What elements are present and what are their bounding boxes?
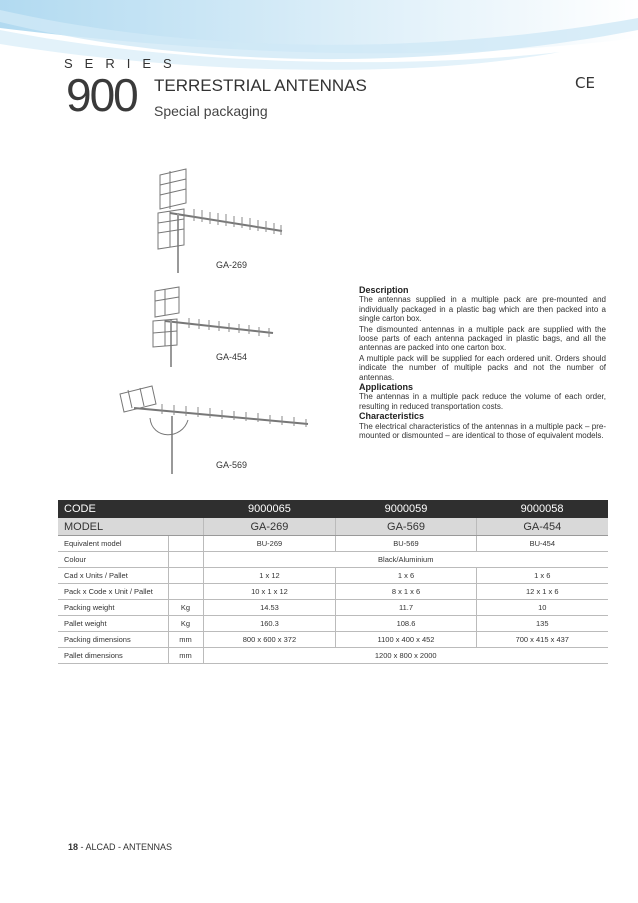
antenna-label-ga-454: GA-454	[216, 352, 248, 362]
row-value: 12 x 1 x 6	[476, 584, 608, 600]
row-label: Colour	[58, 552, 168, 568]
table-header-code	[58, 500, 608, 518]
row-label: Pallet weight	[58, 616, 168, 632]
row-value: 14.53	[203, 600, 336, 616]
table-header-model	[58, 518, 608, 536]
row-unit	[168, 584, 203, 600]
model-cell: GA-569	[336, 518, 476, 536]
page-number: 18	[68, 842, 79, 852]
footer-text: - ALCAD - ANTENNAS	[78, 842, 173, 852]
row-value: 1 x 12	[203, 568, 336, 584]
row-unit: mm	[168, 648, 203, 664]
row-unit	[168, 536, 203, 552]
table-row	[58, 536, 608, 552]
characteristics-heading: Characteristics	[359, 411, 425, 422]
row-label: Pallet dimensions	[58, 648, 168, 664]
table-row	[58, 600, 608, 616]
model-cell: GA-454	[476, 518, 608, 536]
series-number: 900	[66, 69, 137, 121]
row-unit	[168, 568, 203, 584]
row-label: Pack x Code x Unit / Pallet	[58, 584, 168, 600]
row-value-merged: 1200 x 800 x 2000	[203, 648, 608, 664]
applications-text: The antennas in a multiple pack reduce the volume of each order, resulting in reduced transportation costs.	[359, 392, 606, 411]
row-unit	[168, 552, 203, 568]
row-value: BU-454	[476, 536, 608, 552]
row-unit: Kg	[168, 600, 203, 616]
description-paragraph: The dismounted antennas in a multiple pack are supplied with the loose parts of each antenna packaged in plastic bags, and all the antennas are packed into one carton box.	[359, 324, 606, 353]
row-value: 160.3	[203, 616, 336, 632]
description-block	[359, 286, 606, 442]
row-value: 1 x 6	[336, 568, 476, 584]
characteristics-text: The electrical characteristics of the antennas in a multiple pack – pre-mounted or dismounted – are identical to those of equivalent models.	[359, 421, 606, 441]
table-row	[58, 552, 608, 568]
page-subtitle: Special packaging	[154, 103, 268, 119]
page-footer	[68, 842, 172, 852]
row-value: BU-569	[336, 536, 476, 552]
row-value: 1100 x 400 x 452	[336, 632, 476, 648]
page-title: TERRESTRIAL ANTENNAS	[154, 76, 367, 95]
row-value: 11.7	[336, 600, 476, 616]
table-row	[58, 568, 608, 584]
row-value: 8 x 1 x 6	[336, 584, 476, 600]
antenna-label-ga-569: GA-569	[216, 460, 248, 470]
antenna-image-ga-269	[150, 165, 290, 275]
applications-heading: Applications	[359, 382, 414, 393]
row-label: Packing weight	[58, 600, 168, 616]
antenna-label-ga-269: GA-269	[216, 260, 248, 270]
code-header: CODE	[58, 500, 203, 518]
table-row	[58, 616, 608, 632]
ce-mark-icon: CE	[575, 74, 595, 92]
code-cell: 9000065	[203, 500, 336, 518]
row-value: BU-269	[203, 536, 336, 552]
row-unit: Kg	[168, 616, 203, 632]
model-cell: GA-269	[203, 518, 336, 536]
antenna-image-ga-569	[112, 380, 312, 475]
row-label: Cad x Units / Pallet	[58, 568, 168, 584]
description-heading: Description	[359, 285, 409, 295]
row-value: 108.6	[336, 616, 476, 632]
row-value: 10 x 1 x 12	[203, 584, 336, 600]
row-label: Packing dimensions	[58, 632, 168, 648]
row-unit: mm	[168, 632, 203, 648]
row-value: 700 x 415 x 437	[476, 632, 608, 648]
row-label: Equivalent model	[58, 536, 168, 552]
model-header: MODEL	[58, 518, 203, 536]
row-value-merged: Black/Aluminium	[203, 552, 608, 568]
table-row	[58, 632, 608, 648]
row-value: 800 x 600 x 372	[203, 632, 336, 648]
row-value: 10	[476, 600, 608, 616]
table-row	[58, 648, 608, 664]
antenna-image-ga-454	[145, 283, 275, 368]
row-value: 1 x 6	[476, 568, 608, 584]
code-cell: 9000059	[336, 500, 476, 518]
row-value: 135	[476, 616, 608, 632]
series-label: SERIES	[64, 56, 184, 71]
table-row	[58, 584, 608, 600]
description-paragraph: The antennas supplied in a multiple pack are pre-mounted and individually packaged in a plastic bag which are then packed into a single carton box.	[359, 295, 606, 324]
code-cell: 9000058	[476, 500, 608, 518]
description-paragraph: A multiple pack will be supplied for each ordered unit. Orders should indicate the number of multiple packs and not the number of antennas.	[359, 353, 606, 382]
spec-table	[58, 500, 608, 664]
